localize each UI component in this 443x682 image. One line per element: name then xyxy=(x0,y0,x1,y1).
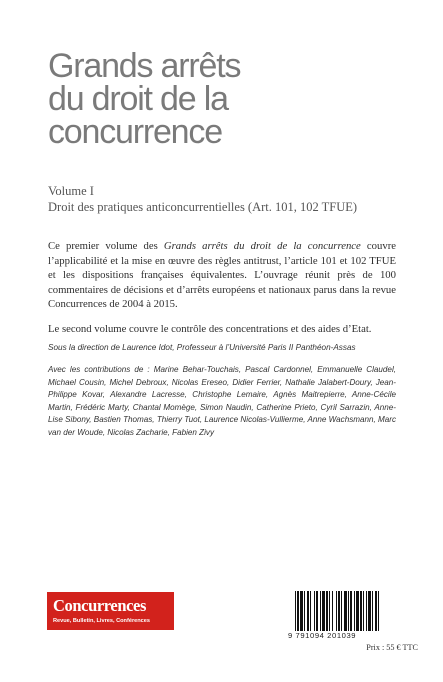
publisher-name: Concurrences xyxy=(53,596,146,615)
publisher-logo xyxy=(47,592,174,630)
barcode-bar xyxy=(329,591,330,631)
barcode-bar xyxy=(378,591,379,631)
barcode-bar xyxy=(338,591,340,631)
barcode-bar xyxy=(295,591,296,631)
book-title xyxy=(48,47,428,151)
isbn-digits: 9 791094 201039 xyxy=(288,631,357,640)
barcode-bar xyxy=(375,591,377,631)
barcode-bar xyxy=(344,591,347,631)
description-paragraph-2: Le second volume couvre le contrôle des concentrations et des aides d’Etat. xyxy=(48,322,372,335)
description-text: couvre l’applicabilité et la mise en œuvre des règles antitrust, l’article 101 et 102 TFUE et les dispositions françaises équivalentes. L’ouvrage réunit près de 100 commentaires de décisions et d’arrêts européens et nationaux parus dans la revue Concurrences de 2004 à 2015. xyxy=(48,240,397,310)
barcode-bar xyxy=(326,591,328,631)
book-title-line-3: concurrence xyxy=(48,113,222,151)
barcode-bar xyxy=(366,591,367,631)
barcode-bar xyxy=(348,591,349,631)
barcode-bar xyxy=(363,591,364,631)
book-title-italic: Grands arrêts du droit de la concurrence xyxy=(163,240,361,252)
barcode-bar xyxy=(354,591,355,631)
barcode-bar xyxy=(368,591,371,631)
barcode-bar xyxy=(297,591,299,631)
barcode-icon xyxy=(294,591,404,631)
volume-label: Volume I xyxy=(48,184,94,198)
book-title-line-2: du droit de la xyxy=(48,80,228,118)
book-title-line-1: Grands arrêts xyxy=(48,47,241,85)
barcode-bar xyxy=(341,591,342,631)
publisher-tagline: Revue, Bulletin, Livres, Conférences xyxy=(53,618,150,624)
description-text: Ce premier volume des xyxy=(48,240,164,252)
barcode-bar xyxy=(316,591,318,631)
barcode-bar xyxy=(310,591,311,631)
barcode-bar xyxy=(332,591,333,631)
barcode-bar xyxy=(322,591,325,631)
barcode-bar xyxy=(314,591,315,631)
volume-subtitle: Droit des pratiques anticoncurrentielles (Art. 101, 102 TFUE) xyxy=(48,200,358,214)
barcode-bar xyxy=(300,591,303,631)
barcode-bar xyxy=(307,591,309,631)
barcode-bar xyxy=(350,591,352,631)
barcode-bar xyxy=(304,591,305,631)
editor-credit: Sous la direction de Laurence Idot, Professeur à l’Université Paris II Panthéon-Assas xyxy=(48,343,356,352)
price: Prix : 55 € TTC xyxy=(366,643,418,652)
barcode-bar xyxy=(336,591,337,631)
barcode-bar xyxy=(356,591,359,631)
volume-info xyxy=(48,183,428,215)
barcode-bar xyxy=(360,591,362,631)
contributors-list: Avec les contributions de : Marine Behar-Touchais, Pascal Cardonnel, Emmanuelle Claudel, Michael Cousin, Michel Debroux, Nicolas Ereseo, Didier Ferrier, Nathalie Jalabert-Doury, Jean-Philippe Kovar, Alexandre Lacresse, Christophe Lemaire, Agnès Maitrepierre, Anne-Cécile Martin, Frédéric Marty, Chantal Momège, Simon Naudin, Catherine Prieto, Cyril Sarrazin, Anne-Lise Sibony, Bastien Thomas, Thierry Tuot, Laurence Nicolas-Vullierme, Anne Wachsmann, Marc van der Woude, Nicolas Zacharie, Fabien Zivy xyxy=(48,365,396,437)
barcode-bar xyxy=(320,591,321,631)
description xyxy=(48,239,396,346)
description-paragraph-1 xyxy=(48,239,396,312)
barcode-bar xyxy=(372,591,373,631)
